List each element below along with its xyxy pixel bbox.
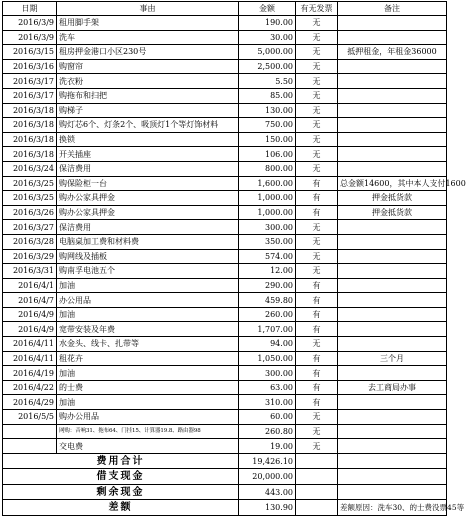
amount-cell: 310.00 — [239, 395, 296, 410]
description-cell: 购窗帘 — [57, 59, 239, 74]
description-cell: 加油 — [57, 366, 239, 381]
table-row — [3, 424, 447, 439]
date-cell: 2016/3/18 — [3, 147, 57, 162]
invoice-cell: 有 — [296, 191, 338, 206]
note-cell — [338, 103, 447, 118]
amount-cell: 750.00 — [239, 118, 296, 133]
date-cell: 2016/3/17 — [3, 74, 57, 89]
summary-invoice-cell — [296, 484, 338, 500]
date-cell: 2016/4/9 — [3, 322, 57, 337]
note-cell: 抵押租金，年租金36000 — [338, 45, 447, 60]
table-row — [3, 205, 447, 220]
note-cell: 去工商局办事 — [338, 380, 447, 395]
header-desc: 事由 — [57, 2, 239, 16]
table-row — [3, 45, 447, 60]
note-cell — [338, 74, 447, 89]
amount-cell: 290.00 — [239, 278, 296, 293]
amount-cell: 1,000.00 — [239, 191, 296, 206]
invoice-cell: 无 — [296, 424, 338, 439]
summary-note — [338, 453, 447, 469]
table-row — [3, 337, 447, 352]
table-row — [3, 395, 447, 410]
date-cell: 2016/4/11 — [3, 337, 57, 352]
expense-ledger-table — [2, 1, 466, 516]
summary-note — [338, 484, 447, 500]
amount-cell: 94.00 — [239, 337, 296, 352]
table-row — [3, 278, 447, 293]
description-cell: 洗车 — [57, 30, 239, 45]
table-row — [3, 16, 447, 31]
note-cell — [338, 161, 447, 176]
description-cell: 宽带安装及年费 — [57, 322, 239, 337]
note-cell — [338, 410, 447, 425]
description-cell: 开关插座 — [57, 147, 239, 162]
note-cell — [338, 293, 447, 308]
summary-amount: 130.90 — [239, 500, 296, 516]
summary-row — [3, 500, 447, 516]
amount-cell: 106.00 — [239, 147, 296, 162]
amount-cell: 300.00 — [239, 220, 296, 235]
amount-cell: 1,050.00 — [239, 351, 296, 366]
date-cell: 2016/3/9 — [3, 16, 57, 31]
date-cell: 2016/4/9 — [3, 307, 57, 322]
header-date: 日期 — [3, 2, 57, 16]
table-row — [3, 351, 447, 366]
note-cell: 总金额14600，其中本人支付1600 — [338, 176, 447, 191]
invoice-cell: 无 — [296, 30, 338, 45]
note-cell — [338, 220, 447, 235]
note-cell — [338, 16, 447, 31]
table-row — [3, 307, 447, 322]
ledger-body — [3, 16, 466, 454]
summary-invoice-cell — [296, 469, 338, 485]
date-cell: 2016/3/31 — [3, 264, 57, 279]
summary-label: 差额 — [3, 500, 239, 516]
invoice-cell: 无 — [296, 45, 338, 60]
description-cell: 加油 — [57, 278, 239, 293]
amount-cell: 190.00 — [239, 16, 296, 31]
invoice-cell: 无 — [296, 16, 338, 31]
description-cell: 购办公家具押金 — [57, 205, 239, 220]
table-row — [3, 380, 447, 395]
table-row — [3, 59, 447, 74]
note-cell — [338, 439, 447, 454]
note-cell: 三个月 — [338, 351, 447, 366]
note-cell — [338, 118, 447, 133]
description-cell: 的士费 — [57, 380, 239, 395]
date-cell: 2016/3/16 — [3, 59, 57, 74]
invoice-cell: 有 — [296, 366, 338, 381]
invoice-cell: 无 — [296, 264, 338, 279]
summary-invoice-cell — [296, 453, 338, 469]
table-row — [3, 366, 447, 381]
invoice-cell: 无 — [296, 161, 338, 176]
note-cell — [338, 337, 447, 352]
date-cell: 2016/3/27 — [3, 220, 57, 235]
date-cell: 2016/3/29 — [3, 249, 57, 264]
description-cell: 保洁费用 — [57, 220, 239, 235]
header-row — [3, 2, 447, 16]
note-cell — [338, 234, 447, 249]
description-cell: 水金头、线卡、扎带等 — [57, 337, 239, 352]
amount-cell: 60.00 — [239, 410, 296, 425]
description-cell: 购网线及插板 — [57, 249, 239, 264]
table-row — [3, 103, 447, 118]
description-cell: 换锁 — [57, 132, 239, 147]
note-cell — [338, 249, 447, 264]
amount-cell: 85.00 — [239, 88, 296, 103]
description-cell: 购南孚电池五个 — [57, 264, 239, 279]
amount-cell: 12.00 — [239, 264, 296, 279]
summary-invoice-cell — [296, 500, 338, 516]
header-invoice: 有无发票 — [296, 2, 338, 16]
description-cell: 购梯子 — [57, 103, 239, 118]
date-cell: 2016/4/29 — [3, 395, 57, 410]
table-row — [3, 234, 447, 249]
description-cell: 购保险柜一台 — [57, 176, 239, 191]
date-cell: 2016/4/7 — [3, 293, 57, 308]
note-cell — [338, 307, 447, 322]
table-row — [3, 439, 447, 454]
invoice-cell: 无 — [296, 220, 338, 235]
note-cell — [338, 366, 447, 381]
amount-cell: 1,707.00 — [239, 322, 296, 337]
invoice-cell: 无 — [296, 88, 338, 103]
note-cell: 押金抵货款 — [338, 191, 447, 206]
amount-cell: 150.00 — [239, 132, 296, 147]
amount-cell: 350.00 — [239, 234, 296, 249]
amount-cell: 260.00 — [239, 307, 296, 322]
description-cell: 网购：音响31、拖布64、门挂15、计算器19.8、路由器98 — [57, 424, 239, 439]
amount-cell: 63.00 — [239, 380, 296, 395]
note-cell — [338, 278, 447, 293]
table-row — [3, 176, 447, 191]
table-row — [3, 264, 447, 279]
invoice-cell: 有 — [296, 351, 338, 366]
invoice-cell: 有 — [296, 293, 338, 308]
amount-cell: 30.00 — [239, 30, 296, 45]
summary-row — [3, 484, 447, 500]
description-cell: 购办公家具押金 — [57, 191, 239, 206]
amount-cell: 5,000.00 — [239, 45, 296, 60]
invoice-cell: 无 — [296, 337, 338, 352]
date-cell: 2016/3/26 — [3, 205, 57, 220]
note-cell — [338, 322, 447, 337]
table-row — [3, 132, 447, 147]
summary-label: 借支现金 — [3, 469, 239, 485]
summary-amount: 19,426.10 — [239, 453, 296, 469]
note-cell — [338, 88, 447, 103]
summary-row — [3, 469, 447, 485]
description-cell: 洗衣粉 — [57, 74, 239, 89]
date-cell: 2016/3/18 — [3, 118, 57, 133]
invoice-cell: 有 — [296, 176, 338, 191]
date-cell: 2016/3/25 — [3, 191, 57, 206]
description-cell: 购灯芯6个、灯条2个、吸顶灯1个等灯饰材料 — [57, 118, 239, 133]
invoice-cell: 有 — [296, 322, 338, 337]
table-row — [3, 118, 447, 133]
summary-label: 剩余现金 — [3, 484, 239, 500]
table-row — [3, 147, 447, 162]
table-row — [3, 74, 447, 89]
invoice-cell: 无 — [296, 249, 338, 264]
table-row — [3, 88, 447, 103]
note-cell — [338, 30, 447, 45]
ledger-summary — [3, 453, 465, 515]
table-row — [3, 293, 447, 308]
description-cell: 租花卉 — [57, 351, 239, 366]
summary-row — [3, 453, 447, 469]
description-cell: 交电费 — [57, 439, 239, 454]
summary-note: 差额原因：洗车30、的士费没票45等 — [338, 500, 447, 516]
date-cell: 2016/3/9 — [3, 30, 57, 45]
description-cell: 购办公用品 — [57, 410, 239, 425]
invoice-cell: 无 — [296, 59, 338, 74]
note-cell: 押金抵货款 — [338, 205, 447, 220]
date-cell: 2016/3/25 — [3, 176, 57, 191]
note-cell — [338, 264, 447, 279]
description-cell: 租房押金港口小区230号 — [57, 45, 239, 60]
note-cell — [338, 59, 447, 74]
table-row — [3, 410, 447, 425]
amount-cell: 1,000.00 — [239, 205, 296, 220]
table-row — [3, 322, 447, 337]
note-cell — [338, 132, 447, 147]
invoice-cell: 无 — [296, 132, 338, 147]
amount-cell: 19.00 — [239, 439, 296, 454]
invoice-cell: 无 — [296, 410, 338, 425]
description-cell: 加油 — [57, 307, 239, 322]
table-row — [3, 249, 447, 264]
date-cell: 2016/3/17 — [3, 88, 57, 103]
amount-cell: 2,500.00 — [239, 59, 296, 74]
invoice-cell: 有 — [296, 205, 338, 220]
date-cell — [3, 439, 57, 454]
date-cell: 2016/3/18 — [3, 103, 57, 118]
invoice-cell: 无 — [296, 439, 338, 454]
date-cell: 2016/4/22 — [3, 380, 57, 395]
invoice-cell: 无 — [296, 234, 338, 249]
amount-cell: 459.80 — [239, 293, 296, 308]
header-amount: 金额 — [239, 2, 296, 16]
description-cell: 购拖布和扫把 — [57, 88, 239, 103]
date-cell: 2016/3/24 — [3, 161, 57, 176]
date-cell: 2016/5/5 — [3, 410, 57, 425]
date-cell: 2016/3/18 — [3, 132, 57, 147]
header-note: 备注 — [338, 2, 447, 16]
date-cell — [3, 424, 57, 439]
invoice-cell: 有 — [296, 380, 338, 395]
amount-cell: 574.00 — [239, 249, 296, 264]
invoice-cell: 无 — [296, 103, 338, 118]
invoice-cell: 无 — [296, 147, 338, 162]
invoice-cell: 有 — [296, 278, 338, 293]
summary-label: 费用合计 — [3, 453, 239, 469]
date-cell: 2016/4/11 — [3, 351, 57, 366]
summary-note — [338, 469, 447, 485]
invoice-cell: 有 — [296, 307, 338, 322]
note-cell — [338, 395, 447, 410]
amount-cell: 5.50 — [239, 74, 296, 89]
date-cell: 2016/3/15 — [3, 45, 57, 60]
table-row — [3, 161, 447, 176]
description-cell: 租用脚手架 — [57, 16, 239, 31]
table-row — [3, 191, 447, 206]
date-cell: 2016/3/28 — [3, 234, 57, 249]
invoice-cell: 无 — [296, 118, 338, 133]
note-cell — [338, 424, 447, 439]
date-cell: 2016/4/1 — [3, 278, 57, 293]
amount-cell: 800.00 — [239, 161, 296, 176]
table-row — [3, 220, 447, 235]
amount-cell: 260.80 — [239, 424, 296, 439]
date-cell: 2016/4/19 — [3, 366, 57, 381]
invoice-cell: 无 — [296, 74, 338, 89]
description-cell: 办公用品 — [57, 293, 239, 308]
amount-cell: 130.00 — [239, 103, 296, 118]
note-cell — [338, 147, 447, 162]
amount-cell: 300.00 — [239, 366, 296, 381]
invoice-cell: 有 — [296, 395, 338, 410]
description-cell: 加油 — [57, 395, 239, 410]
description-cell: 电脑桌加工费和材料费 — [57, 234, 239, 249]
table-row — [3, 30, 447, 45]
description-cell: 保洁费用 — [57, 161, 239, 176]
amount-cell: 1,600.00 — [239, 176, 296, 191]
summary-amount: 20,000.00 — [239, 469, 296, 485]
summary-amount: 443.00 — [239, 484, 296, 500]
